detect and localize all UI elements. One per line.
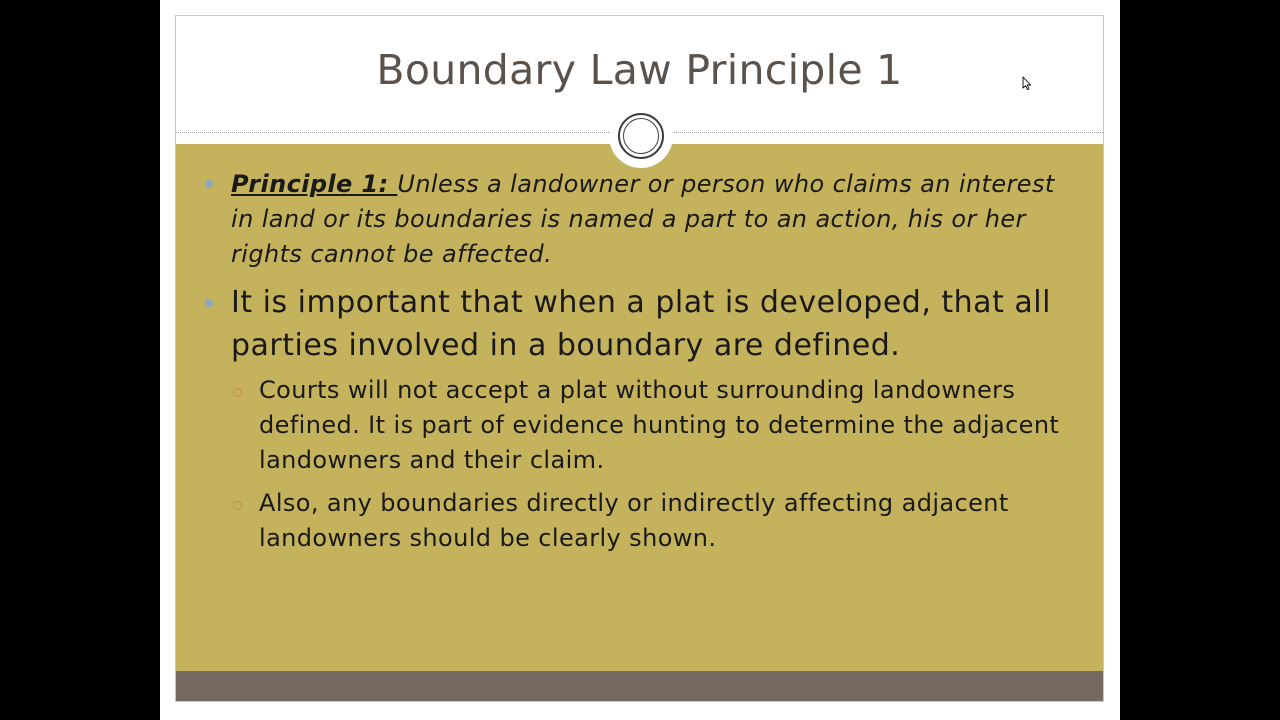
bullet-dot-icon (205, 299, 213, 307)
bullet-dot-icon (205, 180, 213, 188)
ornament-ring (618, 113, 664, 159)
mouse-pointer-icon (1022, 76, 1032, 91)
sub-bullet-boundaries: Also, any boundaries directly or indirectly affecting adjacent landowners should be clearly shown. (259, 489, 1009, 552)
bullet-principle (231, 167, 1081, 272)
slide (175, 15, 1104, 702)
principle-lead: Principle 1: (231, 170, 398, 198)
principle-text: Unless a landowner or person who claims an interest in land or its boundaries is named a part to an action, his or her rights cannot be affected. (231, 170, 1055, 268)
circle-ornament-icon (609, 104, 673, 168)
slide-title: Boundary Law Principle 1 (376, 46, 903, 94)
sub-bullet-courts: Courts will not accept a plat without surrounding landowners defined. It is part of evidence hunting to determine the adjacent landowners and their claim. (259, 376, 1060, 474)
footer-bar (176, 671, 1103, 702)
bullet-important: It is important that when a plat is developed, that all parties involved in a boundary are defined. (231, 285, 1051, 363)
sub-bullet-ring-icon (233, 501, 242, 510)
sub-bullet-ring-icon (233, 388, 242, 397)
